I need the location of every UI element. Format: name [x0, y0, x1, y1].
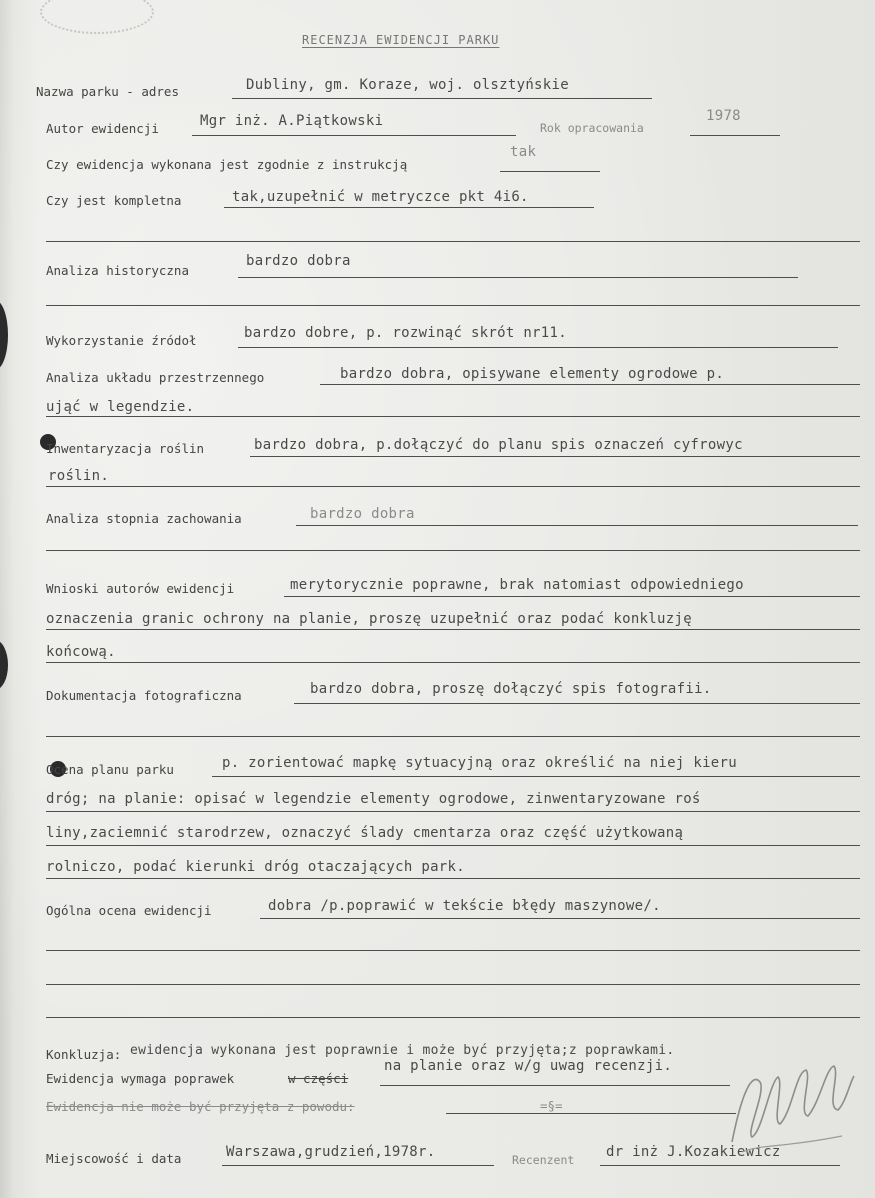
complete-label: Czy jest kompletna — [46, 193, 182, 208]
spatial-value-2: ująć w legendzie. — [46, 399, 195, 415]
underline — [380, 1085, 730, 1086]
conclusions-value-1: merytorycznie poprawne, brak natomiast odpowiedniego — [290, 577, 744, 593]
underline — [296, 525, 858, 526]
rejected-label: Ewidencja nie może być przyjęta z powodu: — [46, 1099, 355, 1114]
underline — [250, 456, 860, 457]
sources-value: bardzo dobre, p. rozwinąć skrót nr11. — [244, 325, 567, 341]
plan-label: Ocena planu parku — [46, 762, 174, 777]
underline — [46, 416, 860, 417]
plan-value-1: p. zorientować mapkę sytuacyjną oraz określić na niej kieru — [222, 755, 737, 771]
underline — [600, 1165, 840, 1166]
reviewer-label: Recenzent — [512, 1153, 575, 1167]
spatial-label: Analiza układu przestrzennego — [46, 370, 265, 385]
conclusions-value-3: końcową. — [46, 644, 116, 660]
plan-value-3: liny,zaciemnić starodrzew, oznaczyć ślady cmentarza oraz część użytkowaną — [46, 825, 684, 841]
underline — [294, 703, 860, 704]
blank-line — [46, 950, 860, 951]
underline — [500, 171, 600, 172]
conclusion-text: ewidencja wykonana jest poprawnie i może być przyjęta;z poprawkami. — [130, 1043, 675, 1058]
stamp-mark — [40, 0, 154, 34]
preservation-value: bardzo dobra — [310, 506, 415, 522]
spatial-value-1: bardzo dobra, opisywane elementy ogrodowe p. — [340, 366, 725, 382]
conclusions-label: Wnioski autorów ewidencji — [46, 581, 235, 596]
historical-label: Analiza historyczna — [46, 263, 189, 278]
corrections-label: Ewidencja wymaga poprawek — [46, 1071, 235, 1086]
overall-value: dobra /p.poprawić w tekście błędy maszynowe/. — [268, 898, 661, 914]
blank-line — [46, 984, 860, 985]
edge-blot — [0, 640, 8, 690]
document-title: RECENZJA EWIDENCJI PARKU — [302, 33, 500, 47]
underline — [446, 1113, 736, 1114]
instruction-value: tak — [510, 144, 537, 160]
sources-label: Wykorzystanie źródoł — [46, 333, 197, 348]
handwritten-signature — [722, 1052, 862, 1162]
photos-value: bardzo dobra, proszę dołączyć spis fotografii. — [310, 681, 712, 697]
blank-line — [46, 305, 860, 306]
underline — [238, 277, 798, 278]
underline — [224, 207, 594, 208]
conclusion-label: Konkluzja: — [46, 1047, 122, 1062]
underline — [690, 135, 780, 136]
underline — [222, 1165, 494, 1166]
blank-line — [46, 550, 860, 551]
underline — [46, 845, 860, 846]
underline — [320, 384, 860, 385]
blank-line — [46, 241, 860, 242]
author-value: Mgr inż. A.Piątkowski — [200, 113, 384, 129]
instruction-label: Czy ewidencja wykonana jest zgodnie z instrukcją — [46, 157, 408, 172]
underline — [46, 629, 860, 630]
plants-value-2: roślin. — [48, 468, 110, 484]
year-value: 1978 — [706, 108, 741, 124]
underline — [212, 776, 860, 777]
underline — [46, 486, 860, 487]
conclusions-value-2: oznaczenia granic ochrony na planie, proszę uzupełnić oraz podać konkluzję — [46, 611, 692, 627]
overall-label: Ogólna ocena ewidencji — [46, 903, 212, 918]
blank-line — [46, 736, 860, 737]
photos-label: Dokumentacja fotograficzna — [46, 688, 242, 703]
plants-value-1: bardzo dobra, p.dołączyć do planu spis oznaczeń cyfrowyc — [254, 437, 743, 453]
park-label: Nazwa parku - adres — [36, 84, 179, 99]
underline — [260, 918, 860, 919]
complete-value: tak,uzupełnić w metryczce pkt 4i6. — [232, 189, 529, 205]
plan-value-2: dróg; na planie: opisać w legendzie elementy ogrodowe, zinwentaryzowane roś — [46, 791, 701, 807]
underline — [284, 596, 860, 597]
place-date-label: Miejscowość i data — [46, 1151, 182, 1166]
underline — [46, 662, 860, 663]
corrections-value: na planie oraz w/g uwag recenzji. — [384, 1058, 673, 1074]
underline — [192, 135, 516, 136]
rejected-mark: =§= — [540, 1098, 563, 1113]
plants-label: Inwentaryzacja roślin — [46, 441, 205, 456]
place-date-value: Warszawa,grudzień,1978r. — [226, 1144, 436, 1160]
park-value: Dubliny, gm. Koraze, woj. olsztyńskie — [246, 77, 569, 93]
edge-blot — [0, 300, 8, 370]
underline — [46, 811, 860, 812]
historical-value: bardzo dobra — [246, 253, 351, 269]
preservation-label: Analiza stopnia zachowania — [46, 511, 242, 526]
reviewer-value: dr inż J.Kozakiewicz — [606, 1144, 781, 1160]
corrections-struck: w części — [288, 1071, 349, 1086]
underline — [238, 347, 838, 348]
underline — [46, 878, 860, 879]
underline — [232, 98, 652, 99]
plan-value-4: rolniczo, podać kierunki dróg otaczających park. — [46, 859, 465, 875]
blank-line — [46, 1017, 860, 1018]
author-label: Autor ewidencji — [46, 121, 159, 136]
year-label: Rok opracowania — [540, 121, 644, 135]
